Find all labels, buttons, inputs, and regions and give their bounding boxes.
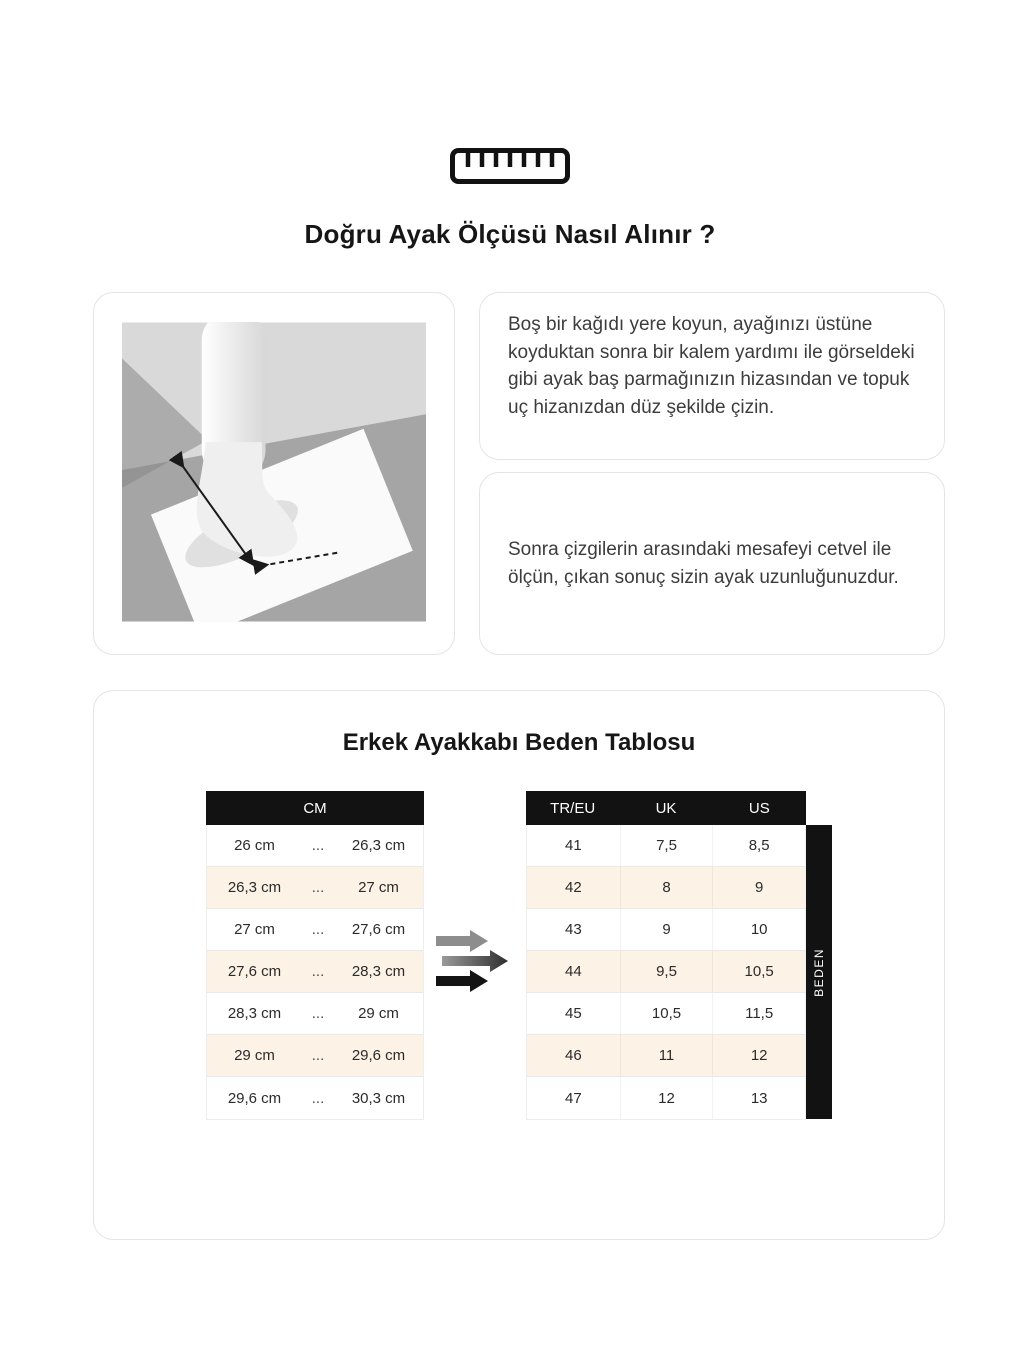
ruler-icon-wrap (0, 146, 1020, 191)
page-title: Doğru Ayak Ölçüsü Nasıl Alınır ? (304, 219, 716, 249)
size-chart-title: Erkek Ayakkabı Beden Tablosu (342, 729, 696, 756)
cm-separator: ... (311, 1089, 325, 1107)
cm-to: 26,3 cm (351, 837, 406, 854)
cm-separator: ... (311, 963, 325, 980)
cm-separator: ... (311, 921, 325, 938)
cm-to: 27,6 cm (351, 921, 406, 938)
size-cell: 44 (564, 963, 582, 980)
cm-table-row (207, 1035, 423, 1077)
size-cell: 11,5 (712, 993, 805, 1034)
cm-to: 28,3 cm (351, 963, 406, 980)
size-table-block (526, 791, 832, 1120)
cm-to: 30,3 cm (351, 1089, 406, 1107)
size-cell: 10 (712, 909, 805, 950)
size-cell: 9,5 (620, 951, 713, 992)
size-cell: 8,5 (712, 825, 805, 866)
size-cell: 10,5 (620, 993, 713, 1034)
size-cell: 13 (712, 1077, 805, 1119)
instruction-text-1: Boş bir kağıdı yere koyun, ayağınızı üstüne koyduktan sonra bir kalem yardımı ile görseldeki gibi ayak baş parmağınızın hizasından ve topuk uç hizanızdan düz şekilde çizin. (508, 314, 915, 418)
size-table-header: TR/EU (550, 799, 596, 817)
size-cell: 43 (564, 921, 582, 938)
conversion-arrows-icon (436, 929, 514, 998)
size-cell: 12 (712, 1035, 805, 1076)
cm-table-row (207, 909, 423, 951)
size-table-header: US (748, 799, 770, 817)
size-chart-tables (94, 791, 944, 1120)
cm-table-header: CM (206, 791, 424, 825)
instruction-cards (479, 292, 945, 655)
cm-from: 26 cm (234, 837, 275, 854)
size-cell: 47 (564, 1089, 582, 1107)
cm-separator: ... (311, 1005, 325, 1022)
size-cell: 8 (620, 867, 713, 908)
size-table-row (527, 867, 805, 909)
size-table-row (527, 1035, 805, 1077)
cm-to: 29,6 cm (351, 1047, 406, 1064)
size-table-row (527, 1077, 805, 1119)
size-cell: 42 (564, 879, 582, 896)
cm-table-row (207, 825, 423, 867)
size-cell: 10,5 (712, 951, 805, 992)
cm-from: 27 cm (234, 921, 275, 938)
content (93, 292, 945, 1240)
instruction-card-1 (479, 292, 945, 460)
instruction-card-2 (479, 472, 945, 655)
cm-from: 29 cm (234, 1047, 275, 1064)
instructions-section (93, 292, 945, 655)
foot-photo-card (93, 292, 455, 655)
cm-table-rows (206, 825, 424, 1120)
cm-table-row (207, 951, 423, 993)
instruction-text-2: Sonra çizgilerin arasındaki mesafeyi cetvel ile ölçün, çıkan sonuç sizin ayak uzunluğunuzdur. (508, 538, 899, 588)
size-table-rows (526, 825, 806, 1120)
size-table-row (527, 909, 805, 951)
cm-to: 27 cm (358, 879, 399, 896)
cm-to: 29 cm (358, 1005, 399, 1022)
cm-table-row (207, 1077, 423, 1119)
cm-from: 28,3 cm (227, 1005, 282, 1022)
ruler-icon (449, 146, 571, 186)
cm-table (206, 791, 424, 1120)
size-chart-card (93, 690, 945, 1240)
size-cell: 11 (620, 1035, 713, 1076)
size-table-header: UK (655, 799, 677, 817)
size-cell: 41 (564, 837, 582, 854)
beden-label: BEDEN (812, 947, 826, 997)
size-table-row (527, 993, 805, 1035)
size-cell: 9 (712, 867, 805, 908)
cm-from: 26,3 cm (227, 879, 282, 896)
beden-side-bar (806, 825, 832, 1119)
cm-separator: ... (311, 879, 325, 896)
size-table-row (527, 825, 805, 867)
cm-separator: ... (311, 1047, 325, 1064)
cm-separator: ... (311, 837, 325, 854)
cm-table-row (207, 867, 423, 909)
cm-from: 29,6 cm (227, 1089, 282, 1107)
size-cell: 46 (564, 1047, 582, 1064)
cm-table-row (207, 993, 423, 1035)
size-cell: 7,5 (620, 825, 713, 866)
size-cell: 12 (620, 1077, 713, 1119)
size-cell: 45 (564, 1005, 582, 1022)
size-table-row (527, 951, 805, 993)
size-table (526, 791, 806, 1120)
size-cell: 9 (620, 909, 713, 950)
foot-measurement-illustration (122, 322, 426, 622)
size-table-header-row (526, 791, 806, 825)
cm-from: 27,6 cm (227, 963, 282, 980)
